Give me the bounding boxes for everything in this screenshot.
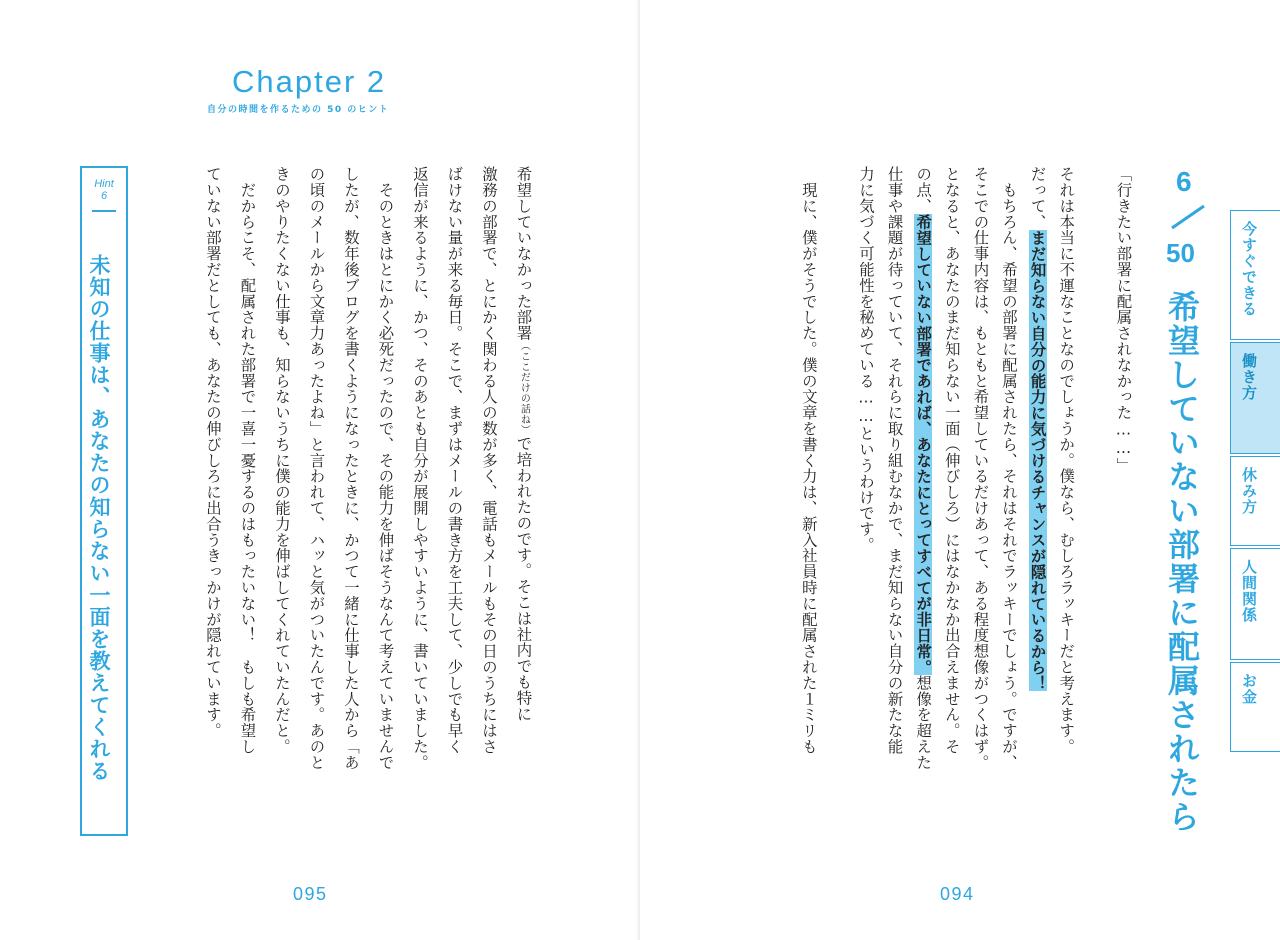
index-tab-5[interactable] <box>1230 662 1280 752</box>
right-column-10: 力に気づく可能性を秘めている……というわけです。 <box>857 166 875 553</box>
right-column-1: 「行きたい部署に配属されなかった……」 <box>1114 166 1133 474</box>
text-run: で培われたのです。そこは社内でも特に <box>514 435 533 722</box>
hint-number: 6 <box>100 190 108 203</box>
index-tab-3[interactable] <box>1230 456 1280 546</box>
right-column-7: となると、あなたのまだ知らない一面（伸びしろ）にはなかなか出合えません。そ <box>942 166 961 755</box>
hint-box <box>80 166 128 836</box>
left-column-7: の頃のメールから文章力あったよね」と言われて、ハッと気がついたんです。あのと <box>307 166 326 771</box>
left-column-1 <box>514 166 533 722</box>
left-column-6: したが、数年後ブログを書くようになったときに、かつて一緒に仕事した人から「あ <box>341 166 360 771</box>
index-tab-2[interactable] <box>1230 342 1280 454</box>
left-column-9: だからこそ、配属された部署で一喜一憂するのはもったいない！ もしも希望し <box>238 166 257 755</box>
text-run: の点、 <box>914 166 933 214</box>
right-column-8 <box>914 166 933 771</box>
page-number-left: 095 <box>293 884 328 904</box>
right-column-3: それは本当に不運なことなのでしょうか。僕なら、むしろラッキーだと考えます。 <box>1057 166 1076 755</box>
left-column-3: ばけない量が来る毎日。そこで、まずはメールの書き方を工夫して、少しでも早く <box>445 166 464 755</box>
index-tab-label: 今すぐできる <box>1240 221 1258 317</box>
hint-text: 未知の仕事は、あなたの知らない一面を教えてくれる <box>87 254 111 782</box>
index-tab-label: 人間関係 <box>1240 559 1258 623</box>
right-column-4 <box>1028 166 1047 691</box>
section-title: 希望していない部署に配属されたら <box>1163 290 1201 834</box>
right-column-9: 仕事や課題が待っていて、それらに取り組むなかで、まだ知らない自分の新たな能 <box>885 166 904 755</box>
left-column-10: ていない部署だとしても、あなたの伸びしろに出合うきっかけが隠れています。 <box>203 166 222 739</box>
page-number-right: 094 <box>940 884 975 904</box>
left-column-8: きのやりたくない仕事も、知らないうちに僕の能力を伸ばしてくれていたんだと。 <box>272 166 291 755</box>
aside-note: （ここだけの話ね） <box>518 340 530 436</box>
index-tab-label: お金 <box>1240 673 1258 705</box>
left-column-2: 激務の部署で、とにかく関わる人の数が多く、電話もメールもその日のうちにはさ <box>479 166 498 755</box>
section-number-current: 6 <box>1176 166 1192 197</box>
right-column-12: 現に、僕がそうでした。僕の文章を書く力は、新入社員時に配属された１ミリも <box>799 166 818 755</box>
left-column-5: そのときはとにかく必死だったので、その能力を伸ばそうなんて考えていませんで <box>376 166 395 771</box>
index-tab-1[interactable] <box>1230 210 1280 340</box>
hint-divider <box>92 210 116 212</box>
text-run: だって、 <box>1028 166 1047 230</box>
hint-label: Hint 6 <box>82 178 126 202</box>
highlighted-text: まだ知らない自分の能力に気づけるチャンスが隠れているから！ <box>1028 229 1047 691</box>
text-run: 希望していなかった部署 <box>514 166 533 341</box>
slash-divider-icon <box>1166 204 1210 230</box>
highlighted-text: 希望していない部署であれば、あなたにとってすべてが非日常。 <box>914 213 933 675</box>
chapter-title: Chapter 2 <box>232 64 387 99</box>
text-run: 想像を超えた <box>914 674 933 771</box>
chapter-subtitle: 自分の時間を作るための 50 のヒント <box>207 105 390 115</box>
index-tab-label: 休み方 <box>1240 467 1258 515</box>
right-column-6: そこでの仕事内容は、もともと希望しているだけあって、ある程度想像がつくはず。 <box>971 166 990 771</box>
index-tab-label: 働き方 <box>1240 353 1258 401</box>
left-column-4: 返信が来るように、かつ、そのあとも自分が展開しやすいように、書いていました。 <box>410 166 429 771</box>
section-number-total: 50 <box>1166 238 1195 268</box>
section-number <box>1162 166 1222 296</box>
index-tab-4[interactable] <box>1230 548 1280 660</box>
right-column-5: もちろん、希望の部署に配属されたら、それはそれでラッキーでしょう。ですが、 <box>1000 166 1018 771</box>
